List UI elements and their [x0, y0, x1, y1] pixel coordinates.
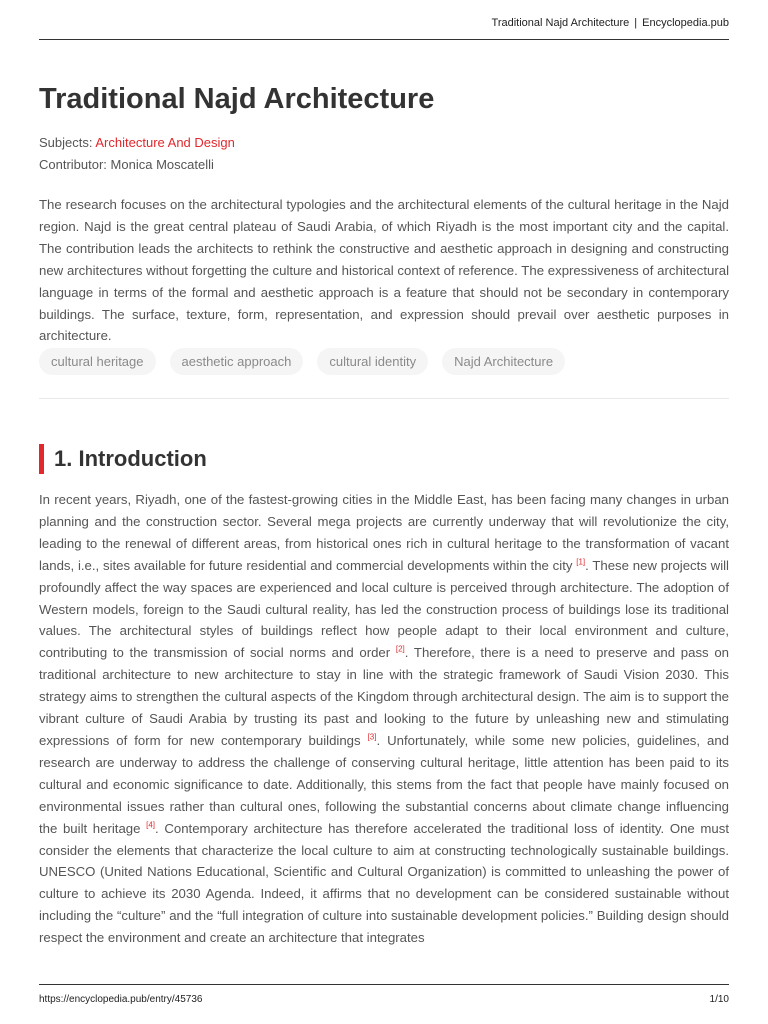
tag-aesthetic-approach[interactable]: aesthetic approach: [170, 348, 304, 375]
tag-cultural-identity[interactable]: cultural identity: [317, 348, 428, 375]
intro-text-part-5: . Contemporary architecture has therefore accelerated the traditional loss of identity. One must consider the elements that characterize the local culture to aim at constructing technologically sustainable buildings. UNESCO (United Nations Educational, Scientific and Cultural Organization) is committed to unleashing the power of culture to achieve its 2030 Agenda. Indeed, it affirms that no development can be considered sustainable without including the “culture” and the “full integration of culture into sustainable development policies.” Building design should respect the environment and create an architecture that integrates: [39, 820, 729, 946]
contributor-label: Contributor:: [39, 157, 107, 172]
abstract-text: The research focuses on the architectural typologies and the architectural elements of the cultural heritage in the Najd region. Najd is the great central plateau of Saudi Arabia, of which Riyadh is the most important city and the capital. The contribution leads the architects to rethink the constructive and aesthetic approach in designing and constructing new architectures without forgetting the culture and historical context of reference. The expressiveness of architectural language in terms of the formal and aesthetic approach is a feature that should not be secondary in contemporary buildings. The surface, texture, form, representation, and expression should prevail over aesthetic purposes in architecture.: [39, 197, 729, 344]
subject-link[interactable]: Architecture And Design: [95, 135, 235, 150]
introduction-text: [39, 489, 729, 949]
keyword-tags: [39, 348, 565, 375]
section-heading-introduction: 1. Introduction: [39, 444, 207, 474]
section-divider: [39, 398, 729, 399]
page-title: Traditional Najd Architecture: [39, 83, 435, 115]
intro-text-part-1: In recent years, Riyadh, one of the fastest-growing cities in the Middle East, has been facing many changes in urban planning and the construction sector. Several mega projects are currently underway that will revolutionize the city, leading to the renewal of different areas, from historical ones rich in cultural heritage to the transformation of vacant lands, i.e., sites available for future residential and commercial developments within the city: [39, 492, 729, 573]
subjects-line: [39, 135, 235, 151]
footer-page-number: 1/10: [709, 994, 729, 1005]
header-title: Traditional Najd Architecture: [491, 17, 630, 29]
citation-1: [1]: [576, 557, 586, 567]
citation-link-3[interactable]: 3: [369, 732, 375, 742]
intro-text-part-4: . Unfortunately, while some new policies, guidelines, and research are underway to address the challenge of conserving cultural heritage, little attention has been paid to its cultural and economic significance to date. Additionally, this stems from the fact that people have mainly focused on environmental issues rather than cultural ones, following the substantial concerns about climate change influencing the built heritage: [39, 732, 730, 836]
header-site: Encyclopedia.pub: [642, 17, 729, 29]
tag-cultural-heritage[interactable]: cultural heritage: [39, 348, 156, 375]
intro-text-part-3: . Therefore, there is a need to preserve and pass on traditional architecture to new architecture to stay in line with the strategic framework of Saudi Vision 2030. This strategy aims to strengthen the cultural aspects of the Kingdom through architectural design. The aim is to support the vibrant culture of Saudi Arabia by trusting its past and looking to the future by unleashing new and stimulating expressions of form for new contemporary buildings: [39, 645, 729, 748]
citation-link-4[interactable]: 4: [148, 820, 153, 830]
citation-link-1[interactable]: 1: [578, 557, 583, 567]
citation-4: [4]: [146, 820, 156, 830]
page-header: [39, 16, 729, 40]
contributor-name: Monica Moscatelli: [110, 157, 214, 172]
footer-url[interactable]: https://encyclopedia.pub/entry/45736: [39, 994, 203, 1005]
citation-2: [2]: [395, 644, 405, 654]
subjects-label: Subjects:: [39, 135, 93, 150]
tag-najd-architecture[interactable]: Najd Architecture: [442, 348, 565, 375]
citation-3: [3]: [367, 732, 377, 742]
intro-text-part-2: . These new projects will profoundly affect the way spaces are experienced and local culture is perceived through architecture. The adoption of Western models, foreign to the Saudi cultural reality, has led the construction process of buildings lose its traditional values. The architectural styles of buildings reflect how people adapt to their local environment and culture, contributing to the transmission of social norms and order: [39, 557, 729, 661]
header-separator: |: [634, 17, 638, 29]
page-footer: [39, 984, 729, 1005]
citation-link-2[interactable]: 2: [398, 644, 403, 654]
contributor-line: [39, 157, 214, 173]
